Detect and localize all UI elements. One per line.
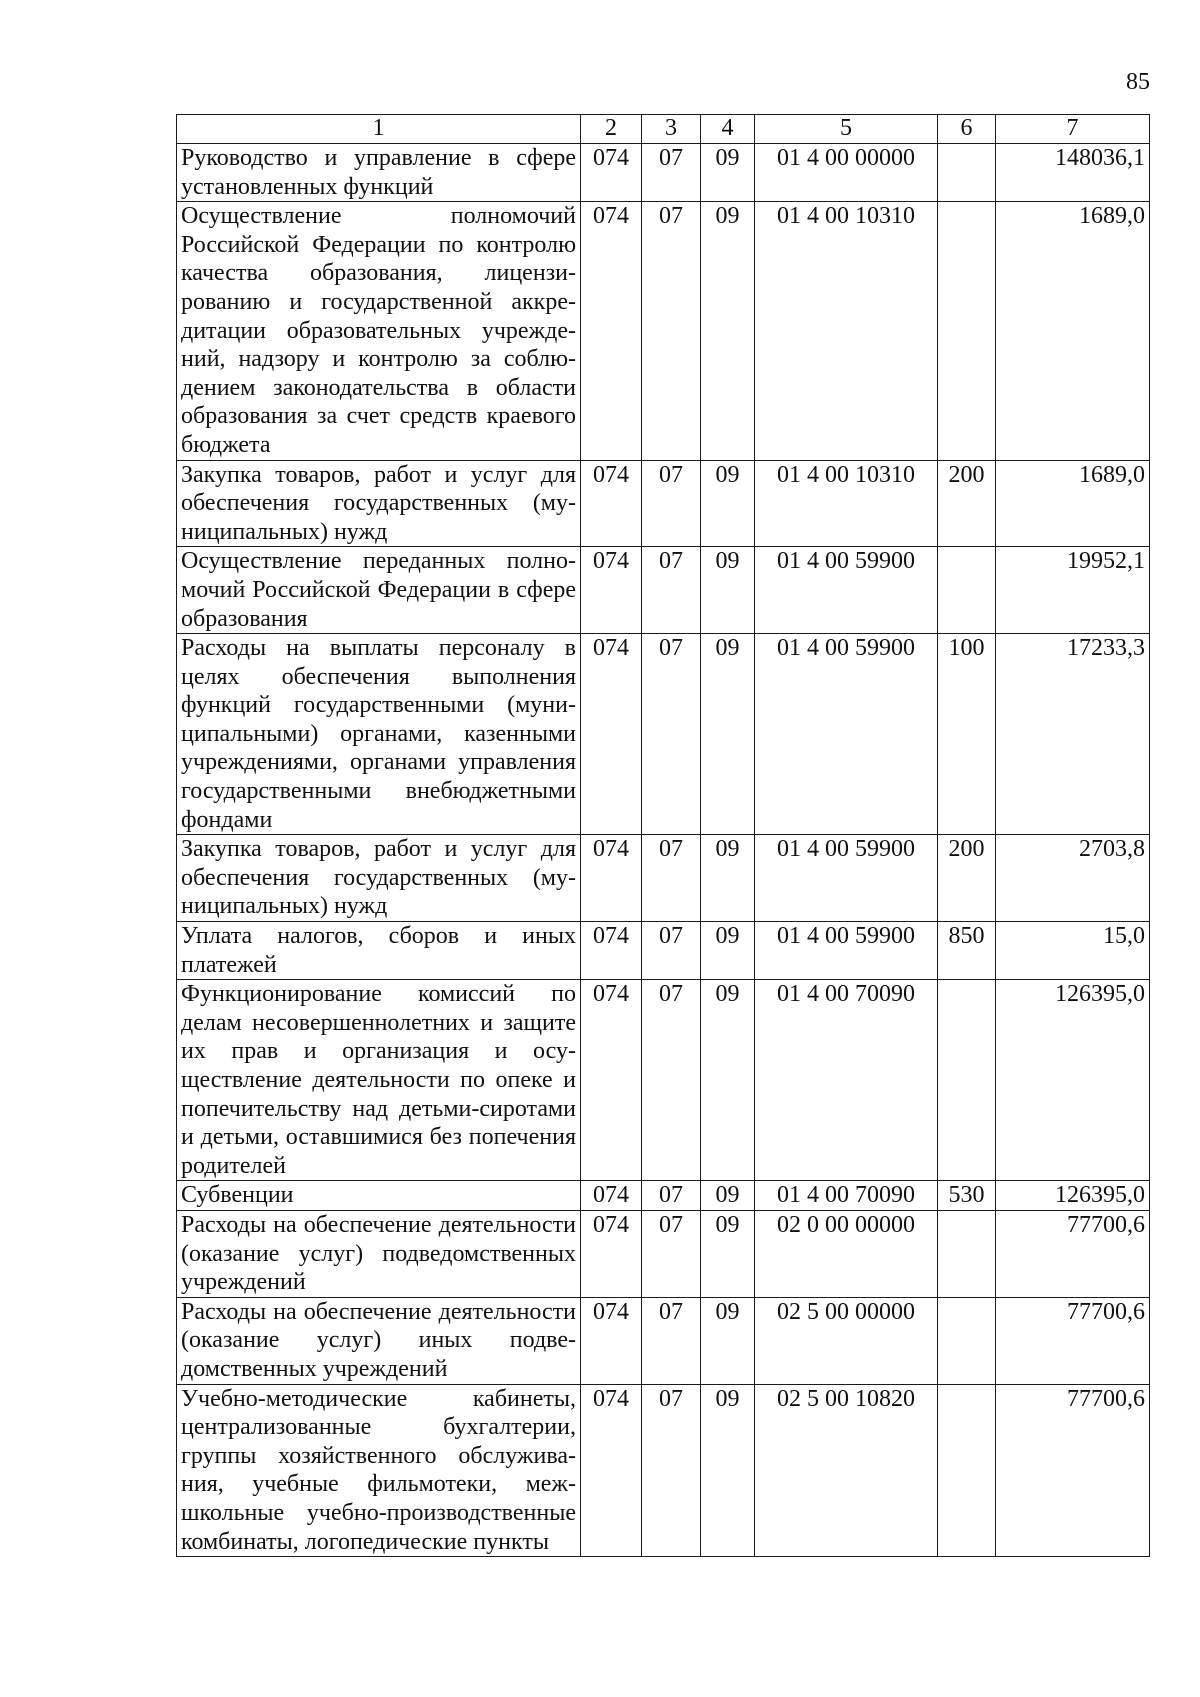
table-row	[177, 835, 1150, 922]
row-name-cell: Расходы на обеспечение деятельности (оказание услуг) иных подведомственных учреждений	[177, 1297, 581, 1384]
row-code-3-cell: 07	[642, 922, 701, 980]
row-code-5-cell: 02 5 00 00000	[755, 1297, 938, 1384]
row-code-4-cell: 09	[701, 460, 755, 547]
row-code-3-cell: 07	[642, 1210, 701, 1297]
row-code-5-cell: 01 4 00 70090	[755, 980, 938, 1181]
row-code-2-cell: 074	[581, 922, 642, 980]
row-code-6-cell	[938, 1210, 996, 1297]
row-code-6-cell	[938, 1384, 996, 1557]
row-code-4-cell: 09	[701, 1384, 755, 1557]
row-code-5-cell: 01 4 00 59900	[755, 922, 938, 980]
row-code-4-cell: 09	[701, 1297, 755, 1384]
row-code-3-cell: 07	[642, 460, 701, 547]
row-code-4-cell: 09	[701, 634, 755, 835]
table-header	[177, 115, 1150, 144]
table-body	[177, 144, 1150, 1557]
row-code-3-cell: 07	[642, 634, 701, 835]
row-code-4-cell: 09	[701, 547, 755, 634]
row-code-5-cell: 02 0 00 00000	[755, 1210, 938, 1297]
row-code-6-cell	[938, 980, 996, 1181]
row-code-2-cell: 074	[581, 144, 642, 202]
row-code-3-cell: 07	[642, 144, 701, 202]
column-header-3: 3	[642, 115, 701, 144]
budget-table	[176, 114, 1150, 1557]
row-name-cell: Функционирование комиссий по делам несовершеннолетних и защите их прав и организация и осуществление деятельности по опеке и попечительству над детьми-сиротами и детьми, оставшимися без попечения родителей	[177, 980, 581, 1181]
row-code-5-cell: 01 4 00 70090	[755, 1181, 938, 1211]
row-name-cell: Руководство и управление в сфере установленных функций	[177, 144, 581, 202]
column-header-1: 1	[177, 115, 581, 144]
row-code-5-cell: 01 4 00 00000	[755, 144, 938, 202]
column-header-6: 6	[938, 115, 996, 144]
table-row	[177, 547, 1150, 634]
table-row	[177, 202, 1150, 460]
row-code-3-cell: 07	[642, 835, 701, 922]
row-code-6-cell: 200	[938, 460, 996, 547]
row-code-6-cell	[938, 547, 996, 634]
row-name-cell: Расходы на выплаты персоналу в целях обеспечения выполнения функций государственными (муниципальными) органами, казенными учреждениями, органами управления государственными внебюджетными фондами	[177, 634, 581, 835]
row-code-4-cell: 09	[701, 144, 755, 202]
row-sum-cell: 2703,8	[996, 835, 1150, 922]
row-code-3-cell: 07	[642, 1384, 701, 1557]
row-sum-cell: 1689,0	[996, 460, 1150, 547]
row-code-5-cell: 01 4 00 10310	[755, 202, 938, 460]
row-name-cell: Закупка товаров, работ и услуг для обеспечения государственных (муниципальных) нужд	[177, 460, 581, 547]
row-code-3-cell: 07	[642, 1297, 701, 1384]
row-code-6-cell: 200	[938, 835, 996, 922]
row-code-4-cell: 09	[701, 922, 755, 980]
row-code-6-cell: 530	[938, 1181, 996, 1211]
column-header-5: 5	[755, 115, 938, 144]
row-name-cell: Осуществление полномочий Российской Федерации по контролю качества образования, лицензированию и государственной аккредитации образовательных учреждений, надзору и контролю за соблюдением законодательства в области образования за счет средств краевого бюджета	[177, 202, 581, 460]
row-code-2-cell: 074	[581, 460, 642, 547]
row-code-6-cell	[938, 1297, 996, 1384]
table-row	[177, 144, 1150, 202]
row-sum-cell: 148036,1	[996, 144, 1150, 202]
table-row	[177, 980, 1150, 1181]
row-code-5-cell: 01 4 00 10310	[755, 460, 938, 547]
column-header-2: 2	[581, 115, 642, 144]
row-code-4-cell: 09	[701, 835, 755, 922]
row-code-6-cell: 100	[938, 634, 996, 835]
row-code-4-cell: 09	[701, 1181, 755, 1211]
row-sum-cell: 77700,6	[996, 1297, 1150, 1384]
row-code-6-cell	[938, 202, 996, 460]
row-code-3-cell: 07	[642, 547, 701, 634]
row-sum-cell: 1689,0	[996, 202, 1150, 460]
table-row	[177, 460, 1150, 547]
row-code-2-cell: 074	[581, 1210, 642, 1297]
row-code-2-cell: 074	[581, 547, 642, 634]
column-header-4: 4	[701, 115, 755, 144]
row-code-5-cell: 02 5 00 10820	[755, 1384, 938, 1557]
row-code-3-cell: 07	[642, 1181, 701, 1211]
table-row	[177, 1210, 1150, 1297]
row-code-6-cell	[938, 144, 996, 202]
page-number: 85	[1126, 69, 1150, 95]
row-name-cell: Расходы на обеспечение деятельности (оказание услуг) подведомственных учреждений	[177, 1210, 581, 1297]
row-code-2-cell: 074	[581, 202, 642, 460]
table-row	[177, 1181, 1150, 1211]
row-code-5-cell: 01 4 00 59900	[755, 835, 938, 922]
table-row	[177, 922, 1150, 980]
row-sum-cell: 126395,0	[996, 1181, 1150, 1211]
row-sum-cell: 19952,1	[996, 547, 1150, 634]
row-code-2-cell: 074	[581, 1297, 642, 1384]
table-row	[177, 1297, 1150, 1384]
row-code-5-cell: 01 4 00 59900	[755, 547, 938, 634]
table-row	[177, 634, 1150, 835]
row-code-2-cell: 074	[581, 1181, 642, 1211]
row-sum-cell: 77700,6	[996, 1210, 1150, 1297]
row-code-3-cell: 07	[642, 202, 701, 460]
row-sum-cell: 15,0	[996, 922, 1150, 980]
row-code-4-cell: 09	[701, 1210, 755, 1297]
column-header-7: 7	[996, 115, 1150, 144]
row-code-5-cell: 01 4 00 59900	[755, 634, 938, 835]
row-sum-cell: 77700,6	[996, 1384, 1150, 1557]
row-code-3-cell: 07	[642, 980, 701, 1181]
row-name-cell: Уплата налогов, сборов и иных платежей	[177, 922, 581, 980]
row-code-6-cell: 850	[938, 922, 996, 980]
row-code-4-cell: 09	[701, 202, 755, 460]
row-code-2-cell: 074	[581, 1384, 642, 1557]
row-code-2-cell: 074	[581, 980, 642, 1181]
row-sum-cell: 17233,3	[996, 634, 1150, 835]
table-row	[177, 1384, 1150, 1557]
row-code-4-cell: 09	[701, 980, 755, 1181]
header-row	[177, 115, 1150, 144]
row-code-2-cell: 074	[581, 835, 642, 922]
row-name-cell: Учебно-методические кабинеты, централизованные бухгалтерии, группы хозяйственного обслуживания, учебные фильмотеки, межшкольные учебно-производственные комбинаты, логопедические пункты	[177, 1384, 581, 1557]
row-name-cell: Осуществление переданных полномочий Российской Федерации в сфере образования	[177, 547, 581, 634]
row-name-cell: Закупка товаров, работ и услуг для обеспечения государственных (муниципальных) нужд	[177, 835, 581, 922]
row-code-2-cell: 074	[581, 634, 642, 835]
row-name-cell: Субвенции	[177, 1181, 581, 1211]
row-sum-cell: 126395,0	[996, 980, 1150, 1181]
